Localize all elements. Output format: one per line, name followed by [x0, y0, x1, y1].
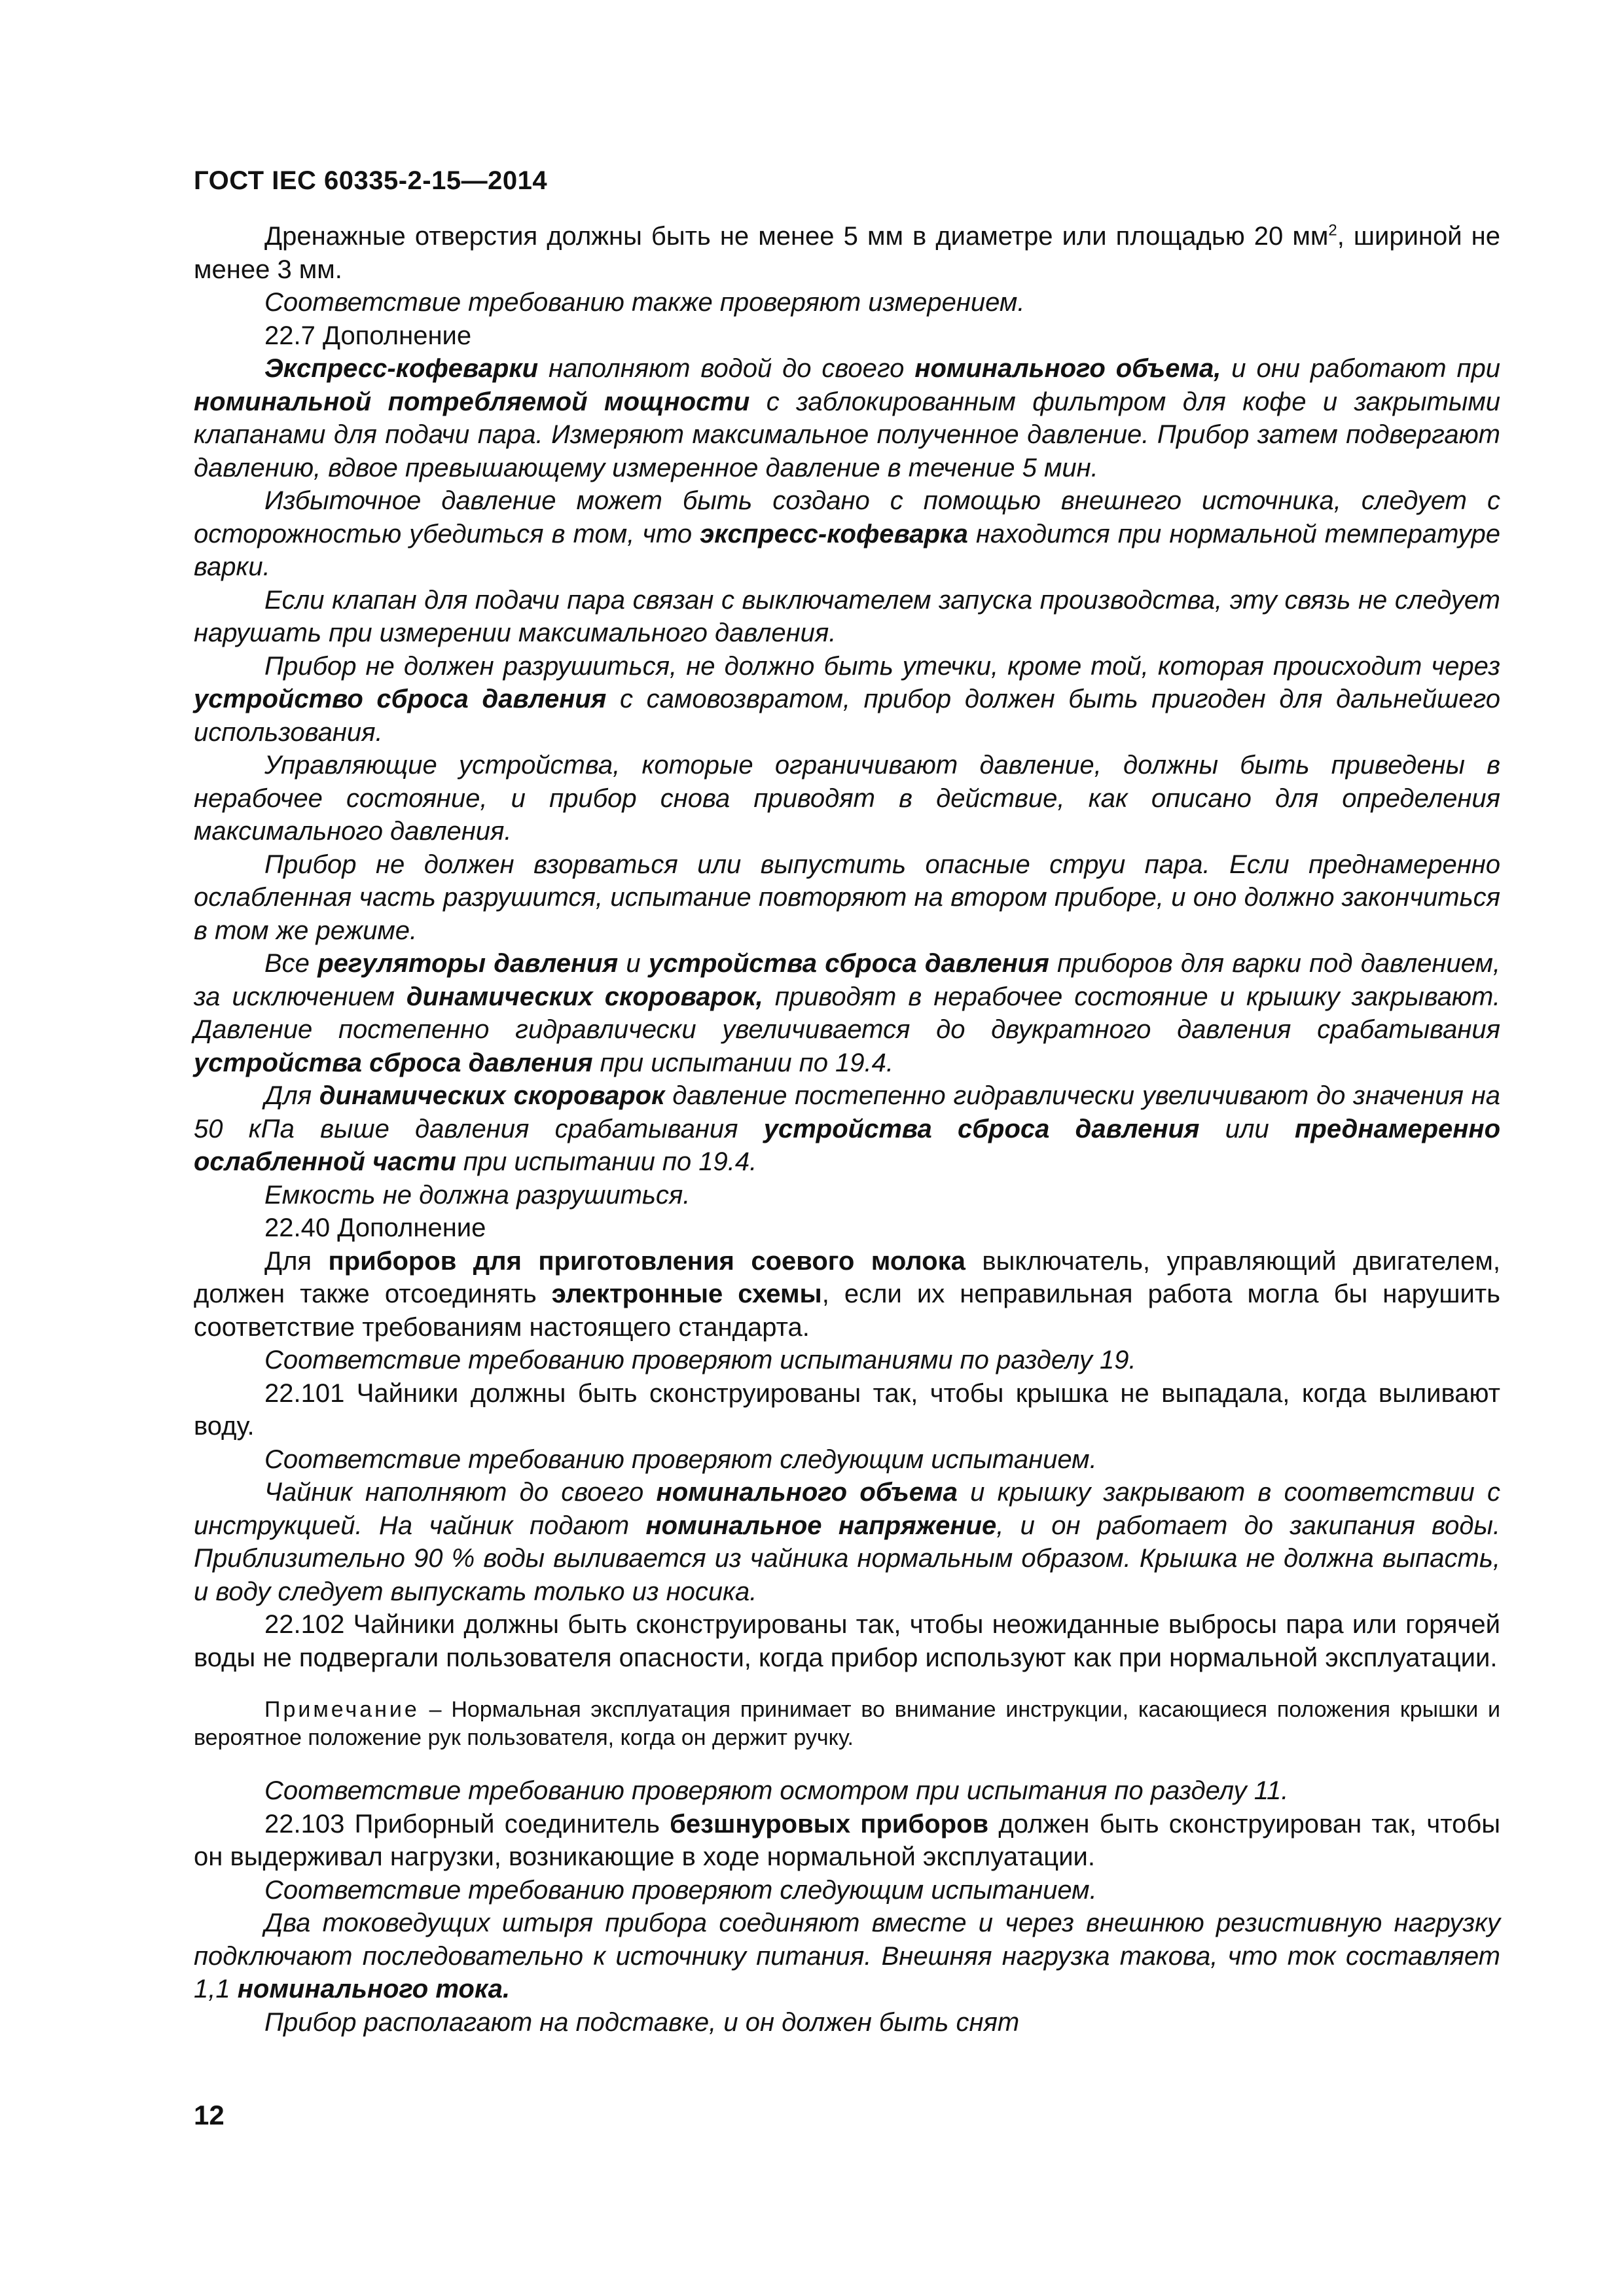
paragraph: [194, 1179, 1500, 1212]
text-run: приборов для варки под давлением, за исключением: [194, 949, 1501, 1011]
text-run: , если их неправильная работа могла бы нарушить соответствие требованиям настоящего стандарта.: [194, 1280, 1500, 1342]
paragraph: [194, 1377, 1500, 1443]
bold-term: номинальное напряжение: [645, 1511, 997, 1540]
bold-term: устройства сброса давления: [763, 1114, 1200, 1143]
text-run: Прибор располагают на подставке, и он должен быть снят: [264, 2007, 1020, 2037]
text-run: наполняют водой до своего: [538, 354, 915, 383]
text-run: – Нормальная эксплуатация принимает во внимание инструкции, касающиеся положения крышки и вероятное положение рук пользователя, когда он держит ручку.: [194, 1697, 1500, 1750]
bold-term: динамических скороварок,: [406, 982, 763, 1011]
text-run: с заблокированным фильтром для кофе и закрытыми клапанами для подачи пара. Измеряют максимальное полученное давление. Прибор затем подвергают давлению, вдвое превышающему измеренное давление в течение 5 мин.: [194, 387, 1500, 482]
text-run: , шириной не менее 3 мм.: [194, 222, 1500, 284]
text-run: приводят в нерабочее состояние и крышку закрывают. Давление постепенно гидравлически увеличивается до двукратного давления срабатывания: [194, 982, 1500, 1044]
text-run: Прибор не должен разрушиться, не должно быть утечки, кроме той, которая происходит через: [264, 651, 1500, 681]
text-run: должен быть сконструирован так, чтобы он выдерживал нагрузки, возникающие в ходе нормальной эксплуатации.: [194, 1809, 1501, 1871]
text-run: Соответствие требованию проверяют испытаниями по разделу 19.: [264, 1346, 1136, 1374]
text-run: и: [618, 949, 649, 978]
paragraph: [194, 1608, 1500, 1674]
paragraph: [194, 1443, 1500, 1477]
text-run: 22.40 Дополнение: [264, 1213, 486, 1242]
paragraph: [194, 1808, 1500, 1874]
paragraph: [194, 584, 1500, 650]
text-run: при испытании по 19.4.: [592, 1048, 894, 1077]
paragraph: [194, 1476, 1500, 1608]
text-run: выключатель, управляющий двигателем, должен также отсоединять: [194, 1246, 1501, 1308]
paragraph: [194, 749, 1500, 848]
superscript: 2: [1328, 221, 1337, 240]
bold-term: номинальной потребляемой мощности: [194, 387, 750, 416]
text-run: Соответствие требованию проверяют осмотром при испытания по разделу 11.: [264, 1776, 1289, 1805]
text-run: Соответствие требованию также проверяют измерением.: [264, 288, 1025, 317]
text-run: или: [1199, 1114, 1295, 1143]
text-run: Соответствие требованию проверяют следующим испытанием.: [264, 1444, 1097, 1474]
paragraph: [194, 2006, 1500, 2039]
bold-term: номинального объема,: [914, 354, 1221, 383]
text-run: Дренажные отверстия должны быть не менее 5 мм в диаметре или площадью 20 мм: [264, 222, 1329, 251]
text-run: Управляющие устройства, которые ограничивают давление, должны быть приведены в нерабочее состояние, и прибор снова приводят в действие, как описано для определения максимального давления.: [194, 751, 1500, 846]
paragraph: [194, 1907, 1500, 2006]
text-run: и крышку закрывают в соответствии с инструкцией. На чайник подают: [194, 1478, 1501, 1540]
paragraph: [194, 286, 1500, 319]
paragraph: [194, 1874, 1500, 1907]
document-header: ГОСТ IEC 60335-2-15—2014: [194, 166, 548, 195]
paragraph: [194, 1344, 1500, 1377]
paragraph: [194, 1211, 1500, 1245]
paragraph: [194, 1079, 1500, 1179]
paragraph: [194, 1245, 1500, 1344]
text-run: 22.103 Приборный соединитель: [264, 1809, 670, 1839]
text-run: Для: [264, 1246, 329, 1276]
text-run: Избыточное давление может быть создано с помощью внешнего источника, следует с осторожностью убедиться в том, что: [194, 486, 1500, 548]
bold-term: преднамеренно ослабленной части: [194, 1114, 1501, 1176]
text-run: давление постепенно гидравлически увеличивают до значения на 50 кПа выше давления срабатывания: [194, 1081, 1501, 1143]
bold-term: Экспресс-кофеварки: [264, 354, 539, 383]
text-run: 22.102 Чайники должны быть сконструированы так, чтобы неожиданные выбросы пара или горячей воды не подвергали пользователя опасности, когда прибор используют как при нормальной эксплуатации.: [194, 1610, 1500, 1672]
paragraph: [194, 484, 1500, 584]
bold-term: номинального объема: [656, 1478, 958, 1507]
note-paragraph: [194, 1696, 1500, 1752]
text-run: Емкость не должна разрушиться.: [264, 1180, 691, 1210]
text-run: Все: [264, 949, 318, 978]
bold-term: безшнуровых приборов: [670, 1809, 989, 1839]
bold-term: приборов для приготовления соевого молока: [328, 1246, 965, 1276]
text-run: Соответствие требованию проверяют следующим испытанием.: [264, 1875, 1097, 1905]
bold-term: динамических скороварок: [319, 1081, 665, 1110]
text-run: и они работают при: [1221, 354, 1501, 383]
bold-term: номинального тока.: [237, 1975, 510, 2003]
note-label: Примечание: [264, 1697, 420, 1722]
document-body: [194, 220, 1500, 2039]
text-run: Два токоведущих штыря прибора соединяют вместе и через внешнюю резистивную нагрузку подключают последовательно к источнику питания. Внешняя нагрузка такова, что ток составляет 1,1: [194, 1909, 1500, 2003]
paragraph: [194, 947, 1500, 1079]
paragraph: [194, 319, 1500, 353]
text-run: Чайник наполняют до своего: [264, 1478, 657, 1507]
paragraph: [194, 352, 1500, 484]
text-run: находится при нормальной температуре варки.: [194, 519, 1501, 581]
text-run: при испытании по 19.4.: [456, 1147, 757, 1176]
bold-term: электронные схемы: [551, 1280, 822, 1308]
paragraph: [194, 650, 1500, 749]
paragraph: [194, 1774, 1500, 1808]
page-number: 12: [194, 2100, 225, 2130]
bold-term: устройства сброса давления: [648, 949, 1049, 978]
paragraph: [194, 848, 1500, 948]
text-run: с самовозвратом, прибор должен быть пригоден для дальнейшего использования.: [194, 685, 1500, 747]
text-run: , и он работает до закипания воды. Приблизительно 90 % воды выливается из чайника нормальным образом. Крышка не должна выпасть, и воду следует выпускать только из носика.: [194, 1511, 1501, 1606]
bold-term: устройство сброса давления: [194, 685, 607, 713]
text-run: Для: [264, 1081, 319, 1110]
paragraph: [194, 220, 1500, 286]
text-run: Прибор не должен взорваться или выпустить опасные струи пара. Если преднамеренно ослабленная часть разрушится, испытание повторяют на втором приборе, и оно должно закончиться в том же режиме.: [194, 850, 1500, 945]
bold-term: регуляторы давления: [317, 949, 619, 978]
bold-term: устройства сброса давления: [194, 1048, 593, 1077]
text-run: 22.7 Дополнение: [264, 321, 472, 350]
text-run: Если клапан для подачи пара связан с выключателем запуска производства, эту связь не следует нарушать при измерении максимального давления.: [194, 585, 1500, 647]
text-run: 22.101 Чайники должны быть сконструированы так, чтобы крышка не выпадала, когда выливают воду.: [194, 1378, 1500, 1441]
bold-term: экспресс-кофеварка: [700, 519, 968, 548]
